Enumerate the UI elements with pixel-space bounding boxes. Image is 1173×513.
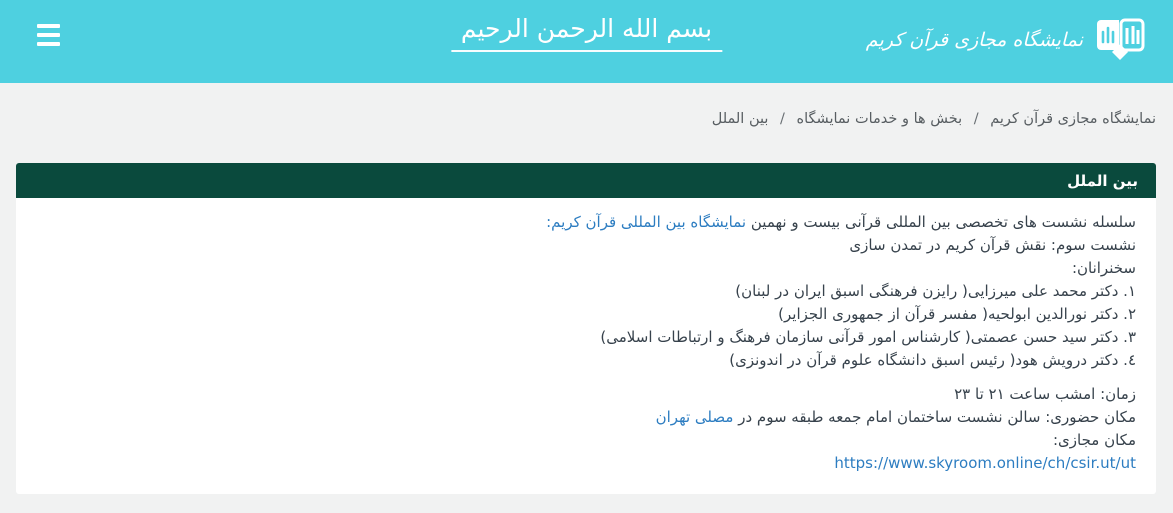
speakers-label: سخنرانان: [1071, 259, 1136, 277]
location-text: مکان حضوری: سالن نشست ساختمان امام جمعه طبقه سوم در [738, 408, 1136, 426]
breadcrumb [0, 83, 1173, 135]
speaker-item: ۲. دکتر نورالدین ابولحیه( مفسر قرآن از جمهوری الجزایر) [778, 305, 1136, 323]
content-card [16, 163, 1156, 494]
exhibition-link[interactable]: نمایشگاه بین المللی قرآن کریم: [546, 213, 747, 231]
page-title: بین الملل [1067, 171, 1138, 190]
top-header-bar [0, 0, 1173, 83]
intro-text: سلسله نشست های تخصصی بین المللی قرآنی بیست و نهمین [750, 213, 1136, 231]
speaker-item: ۳. دکتر سید حسن عصمتی( کارشناس امور قرآنی سازمان فرهنگ و ارتباطات اسلامی) [600, 328, 1136, 346]
time-line: زمان: امشب ساعت ۲۱ تا ۲۳ [954, 385, 1136, 403]
speaker-item: ۱. دکتر محمد علی میرزایی( رایزن فرهنگی اسبق ایران در لبنان) [735, 282, 1136, 300]
session-line: نشست سوم: نقش قرآن کریم در تمدن سازی [849, 236, 1136, 254]
intro-line [36, 211, 1136, 234]
quran-book-logo-icon [1095, 16, 1145, 64]
breadcrumb-separator: / [973, 111, 979, 127]
hamburger-menu-icon[interactable] [37, 24, 60, 46]
site-brand[interactable] [866, 12, 1145, 68]
card-body [16, 198, 1156, 494]
blank-line [36, 372, 1136, 383]
breadcrumb-home[interactable]: نمایشگاه مجازی قرآن کریم [990, 111, 1156, 127]
virtual-url-line [36, 452, 1136, 475]
mosalla-tehran-link[interactable]: مصلی تهران [655, 408, 734, 426]
site-brand-name: نمایشگاه مجازی قرآن کریم [865, 29, 1083, 51]
breadcrumb-current: بین الملل [711, 111, 769, 127]
breadcrumb-separator: / [780, 111, 785, 127]
card-title-bar [16, 163, 1156, 198]
virtual-label: مکان مجازی: [1053, 431, 1136, 449]
skyroom-url-link[interactable]: https://www.skyroom.online/ch/csir.ut/ut [834, 454, 1136, 472]
bismillah-text: بسم الله الرحمن الرحيم [451, 14, 722, 52]
bismillah-calligraphy [451, 14, 722, 52]
breadcrumb-sections[interactable]: بخش ها و خدمات نمایشگاه [796, 111, 963, 127]
location-line [36, 406, 1136, 429]
speaker-item: ٤. دکتر درویش هود( رئیس اسبق دانشگاه علوم قرآن در اندونزی) [729, 351, 1136, 369]
